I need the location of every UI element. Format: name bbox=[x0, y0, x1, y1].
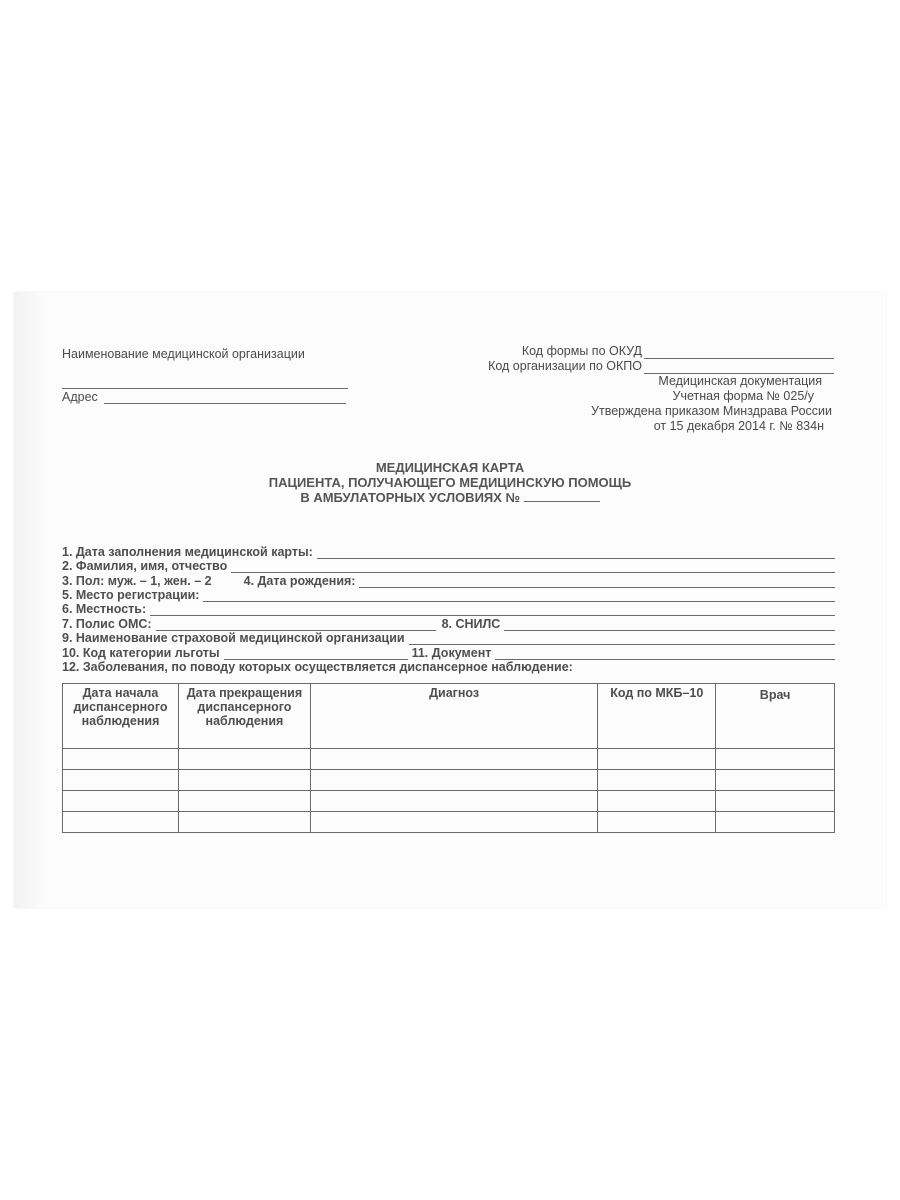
okud-label: Код формы по ОКУД bbox=[521, 344, 642, 358]
field-oms-line bbox=[156, 619, 436, 631]
doc-type: Медицинская документация bbox=[658, 374, 822, 388]
field-oms-label: 7. Полис ОМС: bbox=[62, 617, 152, 631]
table-cell[interactable] bbox=[63, 791, 179, 812]
table-row bbox=[63, 770, 835, 791]
approved-date: от 15 декабря 2014 г. № 834н bbox=[653, 419, 824, 433]
observation-table bbox=[62, 683, 835, 833]
form-number-row bbox=[488, 389, 834, 404]
okud-line bbox=[644, 346, 834, 359]
table-cell[interactable] bbox=[716, 791, 835, 812]
table-cell[interactable] bbox=[178, 812, 310, 833]
field-registration bbox=[62, 588, 835, 602]
field-diseases bbox=[62, 660, 573, 674]
field-birth-line bbox=[359, 576, 835, 588]
title-line-3: В АМБУЛАТОРНЫХ УСЛОВИЯХ № bbox=[300, 490, 521, 505]
field-locality bbox=[62, 602, 835, 616]
doc-type-row bbox=[488, 374, 834, 389]
okpo-row bbox=[488, 359, 834, 374]
field-full-name-label: 2. Фамилия, имя, отчество bbox=[62, 559, 228, 573]
address-label: Адрес bbox=[62, 390, 98, 404]
field-insurer-line bbox=[409, 633, 835, 645]
form-title bbox=[230, 460, 670, 505]
field-snils-line bbox=[504, 619, 835, 631]
field-snils-label: 8. СНИЛС bbox=[441, 617, 501, 631]
field-document-line bbox=[495, 648, 835, 660]
field-fill-date-line bbox=[317, 547, 835, 559]
title-line-3-wrap bbox=[230, 490, 670, 505]
table-header-row bbox=[63, 684, 835, 749]
table-cell[interactable] bbox=[63, 749, 179, 770]
title-line-2: ПАЦИЕНТА, ПОЛУЧАЮЩЕГО МЕДИЦИНСКУЮ ПОМОЩЬ bbox=[268, 475, 632, 490]
table-row bbox=[63, 812, 835, 833]
field-insurer-label: 9. Наименование страховой медицинской организации bbox=[62, 631, 405, 645]
approved-date-row bbox=[488, 419, 834, 434]
field-full-name bbox=[62, 559, 835, 573]
field-oms-snils bbox=[62, 617, 835, 631]
field-document-label: 11. Документ bbox=[411, 646, 492, 660]
table-cell[interactable] bbox=[178, 791, 310, 812]
table-row bbox=[63, 791, 835, 812]
col-doctor: Врач bbox=[716, 684, 835, 749]
field-full-name-line bbox=[231, 561, 835, 573]
approved-by: Утверждена приказом Минздрава России bbox=[591, 404, 832, 418]
field-registration-line bbox=[203, 590, 835, 602]
field-fill-date-label: 1. Дата заполнения медицинской карты: bbox=[62, 545, 313, 559]
field-locality-label: 6. Местность: bbox=[62, 602, 147, 616]
field-benefit-doc bbox=[62, 646, 835, 660]
field-locality-line bbox=[150, 604, 835, 616]
table-cell[interactable] bbox=[63, 812, 179, 833]
table-row bbox=[63, 749, 835, 770]
title-line-1: МЕДИЦИНСКАЯ КАРТА bbox=[375, 460, 525, 475]
col-icd-code: Код по МКБ–10 bbox=[598, 684, 716, 749]
col-diagnosis: Диагноз bbox=[310, 684, 597, 749]
address-line bbox=[104, 403, 346, 404]
field-insurer bbox=[62, 631, 835, 645]
table-cell[interactable] bbox=[598, 812, 716, 833]
field-diseases-label: 12. Заболевания, по поводу которых осуществляется диспансерное наблюдение: bbox=[62, 660, 573, 674]
table-cell[interactable] bbox=[178, 749, 310, 770]
field-fill-date bbox=[62, 545, 835, 559]
col-start-date: Дата начала диспансерного наблюдения bbox=[63, 684, 179, 749]
table-cell[interactable] bbox=[310, 791, 597, 812]
table-cell[interactable] bbox=[716, 812, 835, 833]
table-cell[interactable] bbox=[716, 749, 835, 770]
sheet-spine bbox=[14, 292, 42, 908]
field-sex-birth bbox=[62, 574, 835, 588]
table-cell[interactable] bbox=[310, 749, 597, 770]
col-end-date: Дата прекращения диспансерного наблюдения bbox=[178, 684, 310, 749]
table-cell[interactable] bbox=[598, 770, 716, 791]
table-cell[interactable] bbox=[598, 791, 716, 812]
form-number: Учетная форма № 025/у bbox=[672, 389, 814, 403]
table-cell[interactable] bbox=[598, 749, 716, 770]
org-name-line bbox=[62, 388, 348, 389]
table-cell[interactable] bbox=[716, 770, 835, 791]
okpo-label: Код организации по ОКПО bbox=[488, 359, 642, 373]
field-benefit-line bbox=[224, 648, 408, 660]
table-cell[interactable] bbox=[310, 770, 597, 791]
field-sex-label: 3. Пол: муж. – 1, жен. – 2 bbox=[62, 574, 212, 588]
org-name-label: Наименование медицинской организации bbox=[62, 347, 305, 361]
okud-row bbox=[488, 344, 834, 359]
field-benefit-label: 10. Код категории льготы bbox=[62, 646, 220, 660]
card-number-line bbox=[524, 490, 600, 502]
field-registration-label: 5. Место регистрации: bbox=[62, 588, 200, 602]
okpo-line bbox=[644, 361, 834, 374]
field-birth-label: 4. Дата рождения: bbox=[243, 574, 356, 588]
table-cell[interactable] bbox=[178, 770, 310, 791]
approved-by-row bbox=[488, 404, 834, 419]
table-cell[interactable] bbox=[310, 812, 597, 833]
table-cell[interactable] bbox=[63, 770, 179, 791]
form-codes-block bbox=[488, 344, 834, 434]
